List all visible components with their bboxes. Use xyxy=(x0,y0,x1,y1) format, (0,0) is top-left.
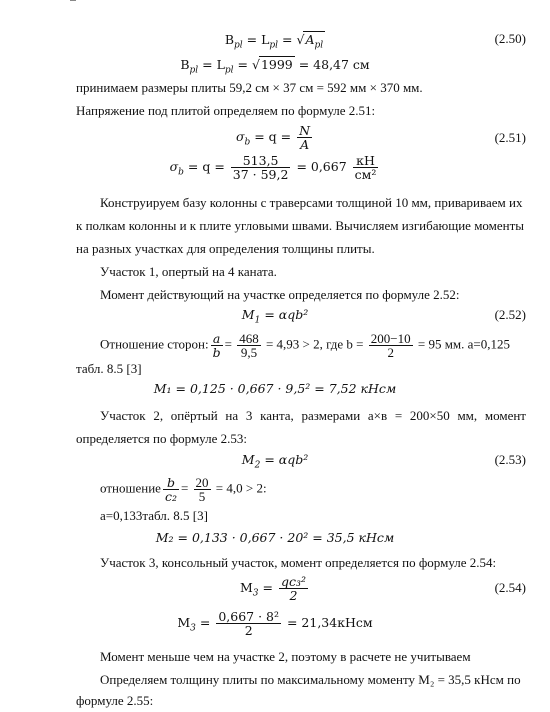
equation-number: (2.54) xyxy=(494,580,526,595)
equation-stress-value: $\sigma_b = q$ = $\frac{513,5}{37 \cdot 59,2}$ = 0,667 $\frac{кН}{\text{см²}}$ xyxy=(169,153,377,182)
equation-2-52: $M_1 = \alpha qb^2$ xyxy=(241,307,309,326)
paragraph-text: формуле 2.55: xyxy=(76,693,154,708)
paragraph-text: Отношение сторон: $\frac{a}{b}$ = $\frac{468}{9,5}$ = 4,93 > 2, где b = $\frac{200-10}{2}$ = 95 мм. a=0,125 xyxy=(100,331,511,360)
page-top-rule xyxy=(70,0,76,1)
paragraph-text: к полкам колонны и к плите угловыми швами. Вычисляем изгибающие моменты xyxy=(76,218,525,233)
paragraph-text: принимаем размеры плиты 59,2 см × 37 см = 592 мм × 370 мм. xyxy=(76,80,423,95)
paragraph-text: Конструируем базу колонны с траверсами толщиной 10 мм, привариваем их xyxy=(100,195,523,210)
equation-number: (2.52) xyxy=(494,307,526,322)
equation-plate-size: $B_{pl} = L_{pl} = √1999 = 48,47$ см xyxy=(180,57,370,76)
paragraph-text: Участок 2, опёртый на 3 канта, размерами a×в = 200×50 мм, момент xyxy=(100,408,526,423)
equation-2-54: $M_3$ = $\frac{\text{qc₃²}}{2}$ xyxy=(239,574,307,603)
equation-m3-value: $M_3$ = $\frac{\text{0,667 · 8²}}{2}$ = 21,34кНсм xyxy=(177,609,373,638)
equation-number: (2.50) xyxy=(494,31,526,46)
paragraph-text: определяется по формуле 2.53: xyxy=(76,431,247,446)
equation-2-53: $M_2 = \alpha qb^2$ xyxy=(241,452,309,471)
paragraph-text: Определяем толщину плиты по максимальному моменту M₂ = 35,5 кНсм по xyxy=(100,672,521,687)
equation-number: (2.53) xyxy=(494,452,526,467)
paragraph-text: Участок 1, опертый на 4 каната. xyxy=(100,264,277,279)
paragraph-text: Напряжение под плитой определяем по формуле 2.51: xyxy=(76,103,376,118)
equation-m1-value: M₁ = 0,125 · 0,667 · 9,5² = 7,52 кНсм xyxy=(153,381,397,396)
paragraph-text: Участок 3, консольный участок, момент определяется по формуле 2.54: xyxy=(100,555,497,570)
paragraph-text: табл. 8.5 [3] xyxy=(76,361,142,376)
equation-2-50: $B_{pl} = L_{pl} = √A_{pl}$ xyxy=(224,32,324,51)
paragraph-text: отношение $\frac{b}{\text{c₂}}$ = $\frac{20}{5}$ = 4,0 > 2: xyxy=(100,475,267,504)
paragraph-text: Момент действующий на участке определяется по формуле 2.52: xyxy=(100,287,460,302)
equation-2-51: $\sigma_b = q$ = $\frac{N}{A}$ xyxy=(235,123,311,152)
equation-number: (2.51) xyxy=(494,130,526,145)
paragraph-text: a=0,133табл. 8.5 [3] xyxy=(100,508,208,523)
equation-m2-value: M₂ = 0,133 · 0,667 · 20² = 35,5 кНсм xyxy=(155,530,395,545)
paragraph-text: на разных участках для определения толщины плиты. xyxy=(76,241,375,256)
paragraph-text: Момент меньше чем на участке 2, поэтому в расчете не учитываем xyxy=(100,649,471,664)
